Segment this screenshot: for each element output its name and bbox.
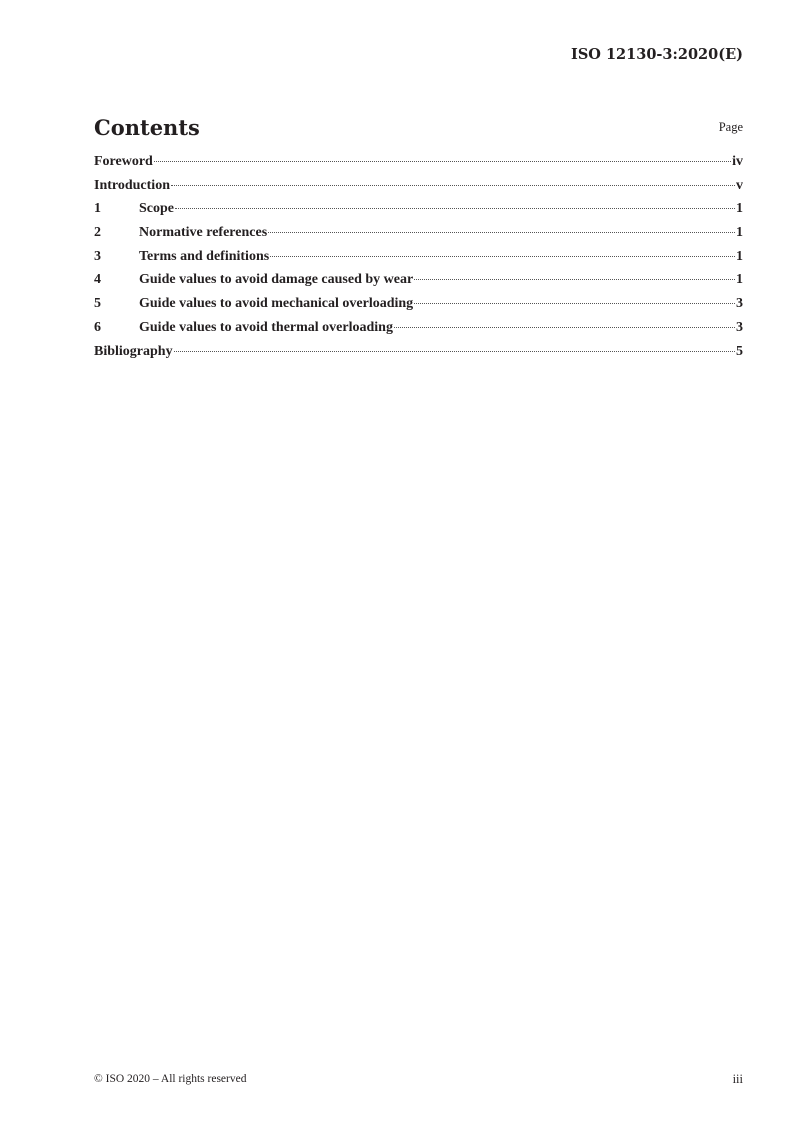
toc-entry-normative-references[interactable] bbox=[94, 225, 743, 249]
toc-entry-page[interactable]: v bbox=[736, 177, 743, 193]
toc-entry-number: 2 bbox=[94, 225, 101, 241]
toc-entry-mechanical-overloading[interactable] bbox=[94, 296, 743, 320]
toc-entry-introduction[interactable] bbox=[94, 178, 743, 202]
toc-entry-scope[interactable] bbox=[94, 201, 743, 225]
toc-entry-page[interactable]: 1 bbox=[736, 201, 743, 217]
toc-leader-dots bbox=[171, 185, 735, 186]
page-column-label: Page bbox=[718, 120, 743, 134]
toc-entry-title[interactable]: Guide values to avoid mechanical overloading bbox=[139, 296, 414, 312]
toc-entry-title[interactable]: Foreword bbox=[94, 154, 153, 169]
toc-leader-dots bbox=[174, 351, 735, 352]
toc-leader-dots bbox=[175, 208, 735, 209]
toc-entry-terms-and-definitions[interactable] bbox=[94, 249, 743, 273]
toc-leader-dots bbox=[270, 256, 735, 257]
toc-entry-title[interactable]: Guide values to avoid thermal overloading bbox=[139, 319, 393, 335]
contents-title: Contents bbox=[94, 115, 200, 140]
toc-entry-number: 1 bbox=[94, 201, 101, 217]
toc-entry-title[interactable]: Bibliography bbox=[94, 343, 173, 359]
toc-entry-page[interactable]: 1 bbox=[736, 225, 743, 241]
toc-entry-title[interactable]: Introduction bbox=[94, 177, 170, 193]
toc-leader-dots bbox=[414, 303, 735, 304]
page-number: iii bbox=[732, 1072, 743, 1086]
toc-entry-title[interactable]: Scope bbox=[139, 201, 174, 217]
table-of-contents bbox=[94, 154, 743, 367]
toc-entry-bibliography[interactable] bbox=[94, 344, 743, 368]
toc-entry-page[interactable]: 3 bbox=[736, 296, 743, 312]
toc-entry-page[interactable]: iv bbox=[732, 154, 743, 169]
toc-entry-title[interactable]: Guide values to avoid damage caused by wear bbox=[139, 272, 414, 288]
toc-leader-dots bbox=[268, 232, 735, 233]
toc-leader-dots bbox=[154, 161, 731, 162]
toc-leader-dots bbox=[394, 327, 735, 328]
toc-entry-foreword[interactable] bbox=[94, 154, 743, 178]
toc-entry-number: 6 bbox=[94, 319, 101, 335]
toc-entry-page[interactable]: 5 bbox=[736, 343, 743, 359]
document-id: ISO 12130-3:2020(E) bbox=[571, 46, 743, 63]
toc-leader-dots bbox=[414, 279, 735, 280]
toc-entry-number: 5 bbox=[94, 296, 101, 312]
toc-entry-wear-damage[interactable] bbox=[94, 272, 743, 296]
copyright-notice: © ISO 2020 – All rights reserved bbox=[94, 1073, 247, 1085]
toc-entry-thermal-overloading[interactable] bbox=[94, 320, 743, 344]
toc-entry-number: 4 bbox=[94, 272, 101, 288]
toc-entry-page[interactable]: 1 bbox=[736, 248, 743, 264]
toc-entry-title[interactable]: Terms and definitions bbox=[139, 248, 270, 264]
toc-entry-title[interactable]: Normative references bbox=[139, 225, 268, 241]
toc-entry-page[interactable]: 1 bbox=[736, 272, 743, 288]
contents-header bbox=[94, 112, 743, 140]
toc-entry-number: 3 bbox=[94, 248, 101, 264]
toc-entry-page[interactable]: 3 bbox=[736, 319, 743, 335]
